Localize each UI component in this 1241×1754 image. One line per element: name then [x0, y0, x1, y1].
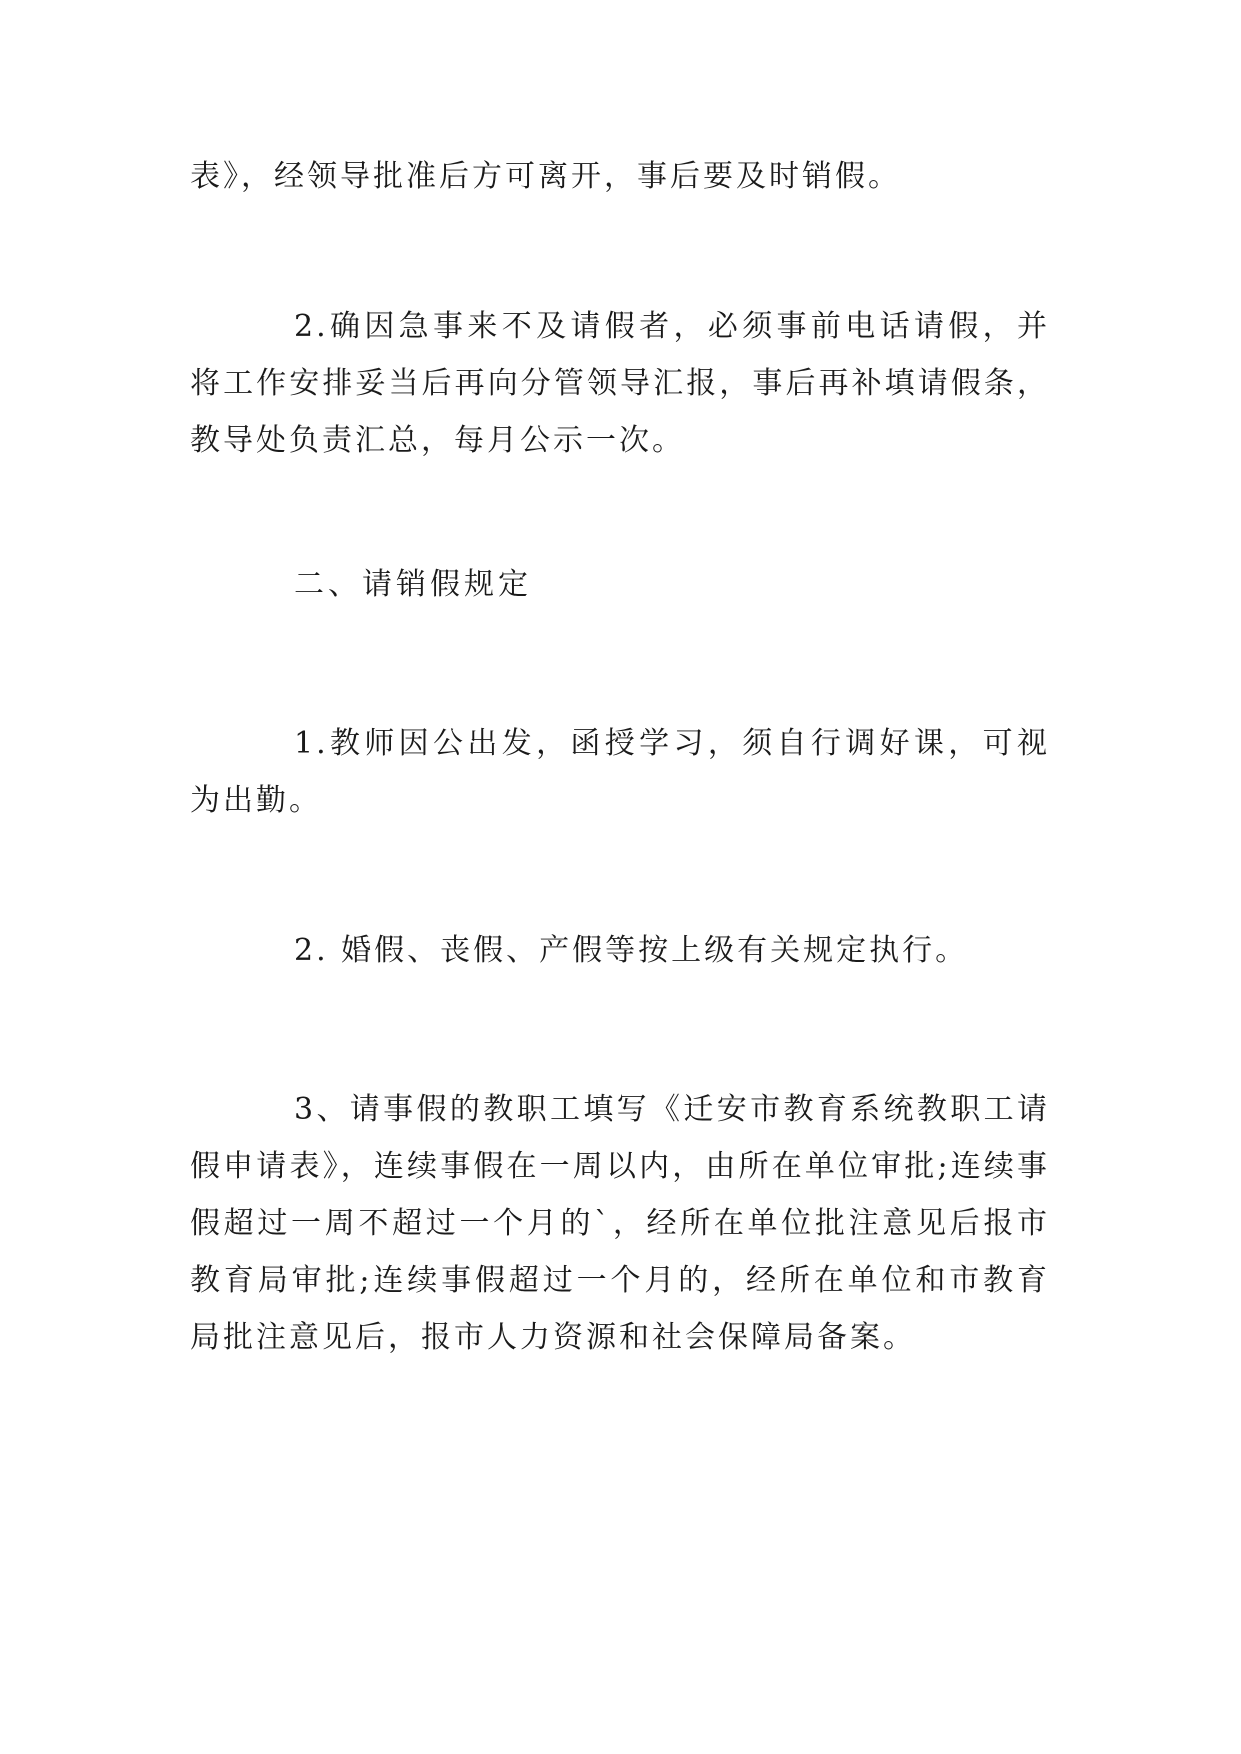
paragraph-continuation: 表》，经领导批准后方可离开，事后要及时销假。	[190, 159, 901, 194]
paragraph-item-3-personal-leave: 3、请事假的教职工填写《迁安市教育系统教职工请假申请表》，连续事假在一周以内，由所在单位审批;连续事假超过一周不超过一个月的`，经所在单位批注意见后报市教育局审批;连续事假超过一个月的，经所在单位和市教育局批注意见后，报市人力资源和社会保障局备案。	[190, 1092, 1050, 1355]
paragraph-item-2-special-leave: 2. 婚假、丧假、产假等按上级有关规定执行。	[294, 933, 969, 968]
paragraph-item-2-emergency-leave: 2.确因急事来不及请假者，必须事前电话请假，并将工作安排妥当后再向分管领导汇报，事后再补填请假条，教导处负责汇总，每月公示一次。	[190, 309, 1050, 458]
paragraph-item-1-official-duty: 1.教师因公出发，函授学习，须自行调好课，可视为出勤。	[190, 726, 1050, 818]
section-heading-leave-rules: 二、请销假规定	[294, 567, 532, 602]
